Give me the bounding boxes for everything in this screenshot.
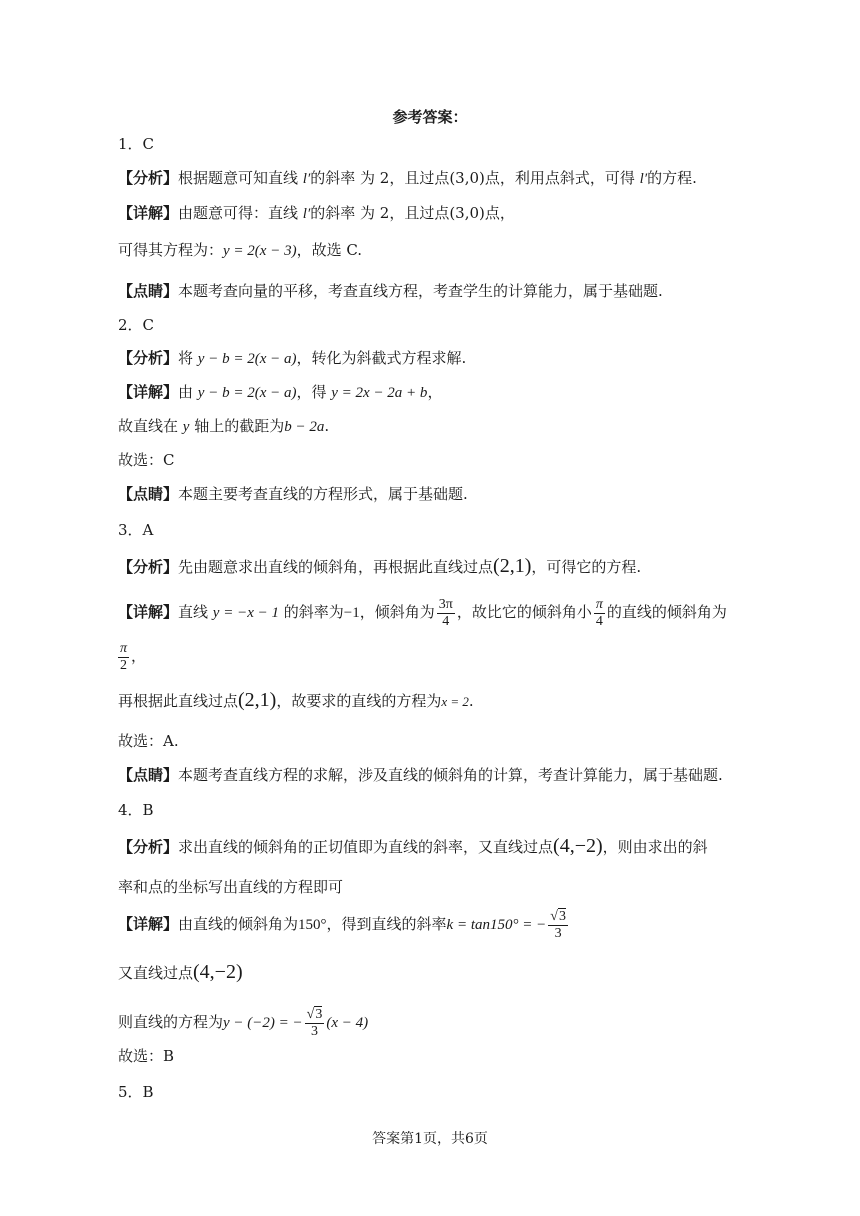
q3-comment: 【点睛】本题考查直线方程的求解，涉及直线的倾斜角的计算，考查计算能力，属于基础题. (118, 766, 723, 784)
q2-choice: 故选：C (118, 451, 175, 469)
q3-detail: 【详解】直线 y = −x − 1 的斜率为−1，倾斜角为 $\frac{3\pi}{4}$ ，故比它的倾斜角小 $\frac{\pi}{4}$ 的直线的倾斜角为 (118, 596, 727, 629)
q2-detail: 【详解】由 y − b = 2(x − a)，得 y = 2x − 2a + b， (118, 383, 443, 401)
slope-value: −1 (343, 605, 360, 621)
q4-pass: 又直线过点(4,−2) (118, 961, 243, 983)
comment-tag: 【点睛】 (118, 766, 179, 784)
fraction: $\frac{3\pi}{4}$ (438, 596, 453, 629)
equation: y − b = 2(x − a) (197, 385, 297, 401)
analysis-tag: 【分析】 (118, 558, 179, 576)
detail-tag: 【详解】 (118, 603, 179, 621)
q4-choice: 故选：B (118, 1047, 175, 1065)
q3-detail-cont: $\frac{\pi}{2}$ ， (120, 640, 147, 673)
q4-analysis: 【分析】求出直线的倾斜角的正切值即为直线的斜率，又直线过点(4,−2)，则由求出的斜 (118, 835, 708, 857)
slope-equation: k = tan150° = − (446, 917, 547, 933)
equation: y = −x − 1 (212, 605, 279, 621)
line-name: l′ (302, 206, 311, 222)
fraction: $\frac{√3}{3}$ (306, 1006, 323, 1039)
analysis-tag: 【分析】 (118, 349, 179, 367)
equation: x = 2 (441, 694, 469, 709)
point: (4,−2) (553, 835, 603, 857)
point: (4,−2) (193, 961, 243, 983)
q5-number: 5．B (118, 1083, 154, 1101)
angle: 150° (298, 917, 327, 933)
intercept-value: b − 2a (284, 419, 325, 435)
fraction: $\frac{\pi}{4}$ (595, 596, 603, 629)
equation: y = 2x − 2a + b (331, 385, 428, 401)
point: (2,1) (238, 689, 277, 711)
fraction: $\frac{√3}{3}$ (550, 908, 566, 941)
analysis-tag: 【分析】 (118, 838, 179, 856)
q4-number: 4．B (118, 801, 154, 819)
equation: (x − 4) (326, 1015, 369, 1031)
q4-analysis-cont: 率和点的坐标写出直线的方程即可 (118, 878, 344, 896)
page-title: 参考答案： (392, 108, 468, 126)
q1-detail: 【详解】由题意可得：直线 l′的斜率 为 2，且过点(3,0)点， (118, 204, 515, 222)
line-name: l′ (639, 171, 648, 187)
q2-comment: 【点睛】本题主要考查直线的方程形式，属于基础题. (118, 485, 468, 503)
detail-tag: 【详解】 (118, 204, 179, 222)
line-name: l′ (302, 171, 311, 187)
comment-tag: 【点睛】 (118, 282, 179, 300)
q3-choice: 故选：A. (118, 732, 179, 750)
q4-line: 则直线的方程为y − (−2) = − $\frac{√3}{3}$ (x − 4) (118, 1006, 369, 1039)
q2-intercept: 故直线在 y 轴上的截距为b − 2a. (118, 417, 330, 435)
point: (2,1) (493, 555, 532, 577)
equation: y = 2(x − 3) (223, 243, 297, 259)
comment-tag: 【点睛】 (118, 485, 179, 503)
q1-result: 可得其方程为：y = 2(x − 3)，故选 C. (118, 241, 363, 259)
q3-then: 再根据此直线过点(2,1)，故要求的直线的方程为x = 2. (118, 689, 474, 711)
q1-comment: 【点睛】本题考查向量的平移，考查直线方程，考查学生的计算能力，属于基础题. (118, 282, 663, 300)
q2-analysis: 【分析】将 y − b = 2(x − a)，转化为斜截式方程求解. (118, 349, 467, 367)
q4-detail: 【详解】由直线的倾斜角为150°，得到直线的斜率k = tan150° = − $\frac{√3}{3}$ (118, 908, 566, 941)
page-footer: 答案第1页，共6页 (372, 1131, 488, 1147)
equation: y − (−2) = − (223, 1015, 303, 1031)
detail-tag: 【详解】 (118, 383, 179, 401)
q3-analysis: 【分析】先由题意求出直线的倾斜角，再根据此直线过点(2,1)，可得它的方程. (118, 555, 642, 577)
q1-number: 1．C (118, 135, 155, 153)
q2-number: 2．C (118, 316, 155, 334)
detail-tag: 【详解】 (118, 915, 179, 933)
analysis-tag: 【分析】 (118, 169, 179, 187)
fraction: $\frac{\pi}{2}$ (120, 640, 128, 673)
equation: y − b = 2(x − a) (197, 351, 297, 367)
q3-number: 3．A (118, 521, 154, 539)
q1-analysis: 【分析】根据题意可知直线 l′的斜率 为 2，且过点(3,0)点，利用点斜式，可得 l′的方程. (118, 169, 697, 187)
